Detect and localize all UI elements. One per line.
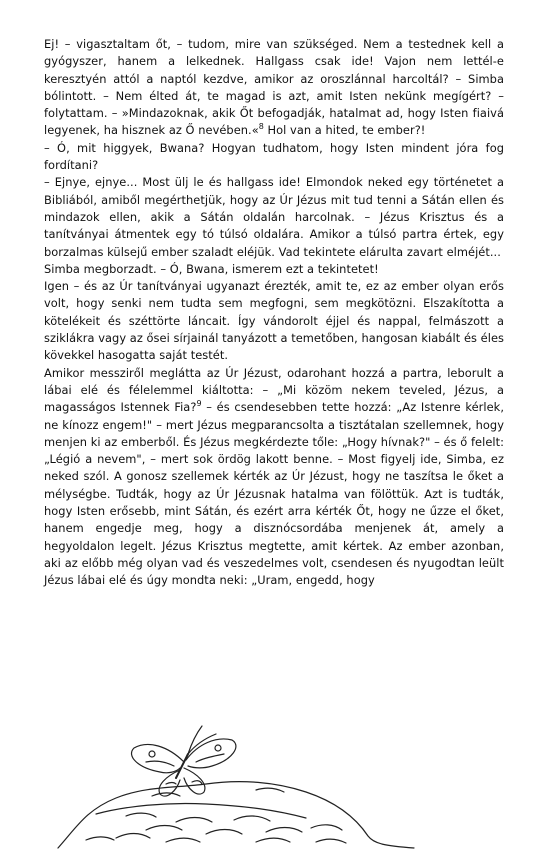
paragraph-3: – Ejnye, ejnye... Most ülj le és hallgass ide! Elmondok neked egy történetet a Bibliából, amiből megérthetjük, hogy az Úr Jézus mit tud tenni a Sátán ellen és mindazok ellen, akik a Sátán oldalán harcolnak. – Jézus Krisztus és a tanítványai átmentek egy tó túlsó oldalára. Amikor a túlsó partra értek, egy borzalmas külsejű ember szaladt eléjük. Vad tekintete elárulta zavart elméjét...	[44, 175, 504, 259]
paragraph-4: Simba megborzadt. – Ó, Bwana, ismerem ezt a tekintetet!	[44, 261, 379, 276]
paragraph-1: Ej! – vigasztaltam őt, – tudom, mire van szükséged. Nem a testednek kell a gyógyszer, hanem a lelkednek. Hallgass csak ide! Vajon nem lettél-e keresztyén attól a naptól kezdve, amikor az oroszlánnal harcoltál? – Simba bólintott. – Nem élted át, te magad is azt, amit Isten nekünk megígért? – folytattam. – »Mindazoknak, akik Őt befogadják, hatalmat ad, hogy Isten fiaivá legyenek, ha hisznek az Ő nevében.«$^8$ Hol van a hited, te ember?!	[44, 37, 504, 138]
page-body	[44, 36, 504, 590]
butterfly-on-rock-icon	[56, 718, 416, 849]
paragraph-2: – Ó, mit higgyek, Bwana? Hogyan tudhatom, hogy Isten mindent jóra fog fordítani?	[44, 140, 504, 173]
paragraph-6: Amikor messziről meglátta az Úr Jézust, odarohant hozzá a partra, leborult a lábai elé és félelemmel kiáltotta: – „Mi közöm nekem teveled, Jézus, a magasságos Istennek Fia?$^9$ – és csendesebben tette hozzá: „Az Istenre kérlek, ne kínozz engem!" – mert Jézus megparancsolta a tisztátalan szellemnek, hogy menjen ki az emberből. És Jézus megkérdezte tőle: „Hogy hívnak?" – és ő felelt: „Légió a nevem", – mert sok ördög lakott benne. – Most figyelj ide, Simba, ez neked szól. A gonosz szellemek kérték az Úr Jézust, hogy ne taszítsa le őket a mélységbe. Tudták, hogy az Úr Jézusnak hatalma van fölöttük. Azt is tudták, hogy Isten erősebb, mint Sátán, és ezért arra kérték Őt, hogy ne űzze el őket, hanem engedje meg, hogy a disznócsordába menjenek át, amely a hegyoldalon legelt. Jézus Krisztus megtette, amit kértek. Az ember azonban, aki az előbb még olyan vad és veszedelmes volt, csendesen és nyugodtan leült Jézus lábai elé és úgy mondta neki: „Uram, engedd, hogy	[44, 365, 504, 588]
paragraph-5: Igen – és az Úr tanítványai ugyanazt érezték, amit te, ez az ember olyan erős volt, hogy senki nem tudta sem megfogni, sem megkötözni. Elszakította a kötelékeit és széttörte láncait. Így vándorolt éjjel és nappal, felmászott a sziklákra vagy az ősei sírjainál tanyázott a temetőben, hangosan kiabált és éles kövekkel hasogatta saját testét.	[44, 279, 504, 363]
footnote-ref-8: 8	[258, 122, 264, 132]
footnote-ref-9: 9	[196, 399, 202, 409]
